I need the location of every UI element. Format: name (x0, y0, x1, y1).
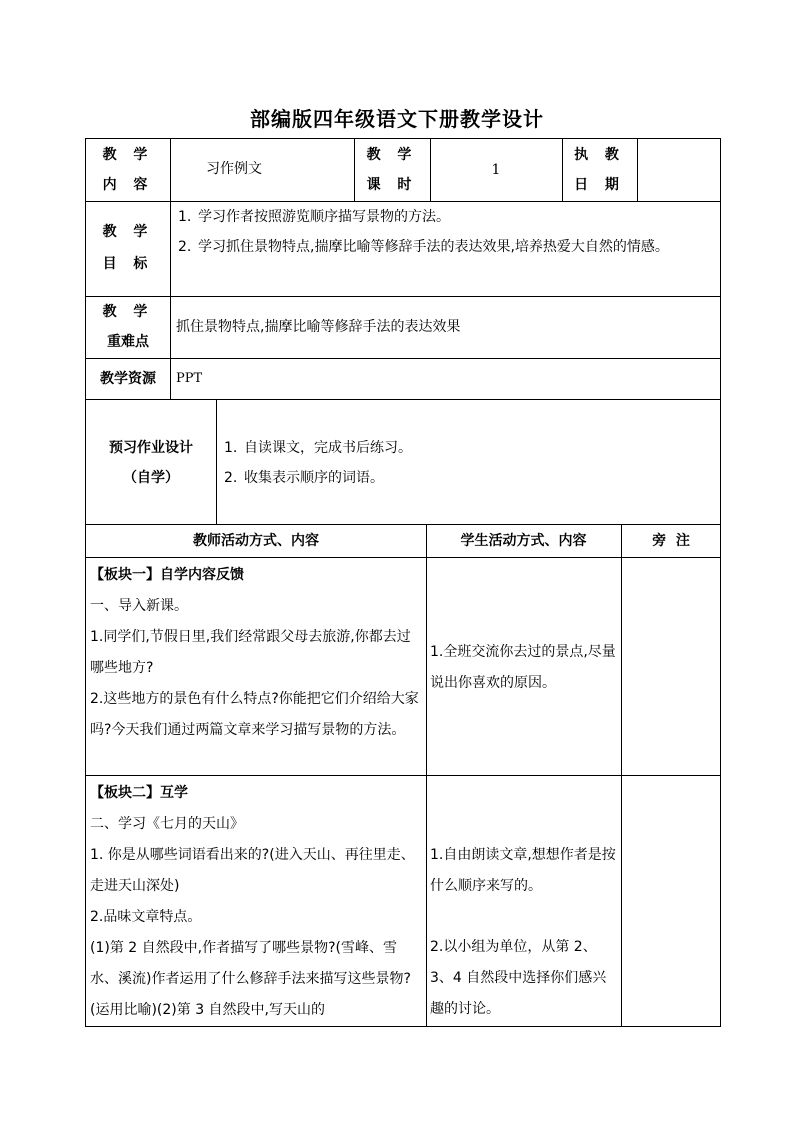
hours-label-line1: 教 学 (366, 147, 418, 163)
page-title: 部编版四年级语文下册教学设计 (250, 107, 544, 131)
block2-line: 二、学习《七月的天山》 (90, 816, 244, 832)
goals-list (174, 202, 718, 262)
preview-text: 收集表示顺序的词语。 (244, 470, 384, 486)
block2-line: (1)第 2 自然段中,作者描写了哪些景物?(雪峰、雪水、溪流)作者运用了什么修辞手法来描写这些景物?(运用比喻)(2)第 3 自然段中,写天山的 (90, 940, 411, 1018)
content-label (86, 139, 170, 201)
preview-label-line1: 预习作业设计 (109, 440, 193, 456)
preview-label-line2: （自学） (123, 470, 179, 486)
teacher-column-header: 教师活动方式、内容 (193, 533, 319, 549)
date-label (562, 139, 637, 201)
key-points-text: 抓住景物特点,揣摩比喻等修辞手法的表达效果 (176, 319, 461, 335)
block2-teacher (90, 778, 422, 1026)
key-points-label-line2: 重难点 (107, 334, 149, 350)
block2-line: 1. 你是从哪些词语看出来的?(进入天山、再往里走、走进天山深处) (90, 847, 415, 894)
goal-text: 学习抓住景物特点,揣摩比喻等修辞手法的表达效果,培养热爱大自然的情感。 (198, 239, 669, 255)
student-column-header: 学生活动方式、内容 (460, 533, 587, 549)
goals-label (86, 201, 170, 296)
goal-number: 2. (178, 239, 192, 255)
block1-line: 2.这些地方的景色有什么特点?你能把它们介绍给大家吗?今天我们通过两篇文章来学习描写景物的方法。 (90, 691, 419, 738)
resources-text: PPT (176, 371, 203, 386)
activities-table (85, 524, 721, 1027)
preview-number: 2. (224, 470, 238, 486)
block2-student-line: 1.自由朗读文章,想想作者是按什么顺序来写的。 (430, 847, 616, 894)
block2-heading: 【板块二】互学 (90, 785, 188, 801)
goal-number: 1. (178, 209, 192, 225)
hours-value: 1 (491, 162, 501, 178)
preview-list (220, 433, 716, 493)
hours-label (354, 139, 430, 201)
date-label-line2: 日 期 (574, 177, 625, 193)
goal-text: 学习作者按照游览顺序描写景物的方法。 (198, 209, 450, 225)
notes-column-header: 旁 注 (652, 533, 690, 549)
block2-line: 2.品味文章特点。 (90, 909, 202, 925)
block2-student-1 (430, 840, 618, 902)
key-points-label (86, 296, 170, 358)
goals-label-line2: 目 标 (102, 256, 154, 272)
block2-student-2 (430, 932, 618, 1025)
block1-line: 1.同学们,节假日里,我们经常跟父母去旅游,你都去过哪些地方? (90, 629, 411, 676)
block1-teacher (90, 560, 422, 746)
resources-label: 教学资源 (100, 371, 156, 387)
preview-text: 自读课文，完成书后练习。 (244, 440, 412, 456)
lesson-info-table (85, 138, 721, 525)
hours-label-line2: 课 时 (366, 177, 418, 193)
goals-label-line1: 教 学 (102, 224, 154, 240)
preview-item (220, 433, 716, 463)
key-points-label-line1: 教 学 (102, 304, 154, 320)
preview-label (86, 433, 216, 493)
content-value: 习作例文 (206, 161, 262, 177)
preview-item (220, 463, 716, 493)
content-label-line1: 教 学 (102, 147, 154, 163)
content-label-line2: 内 容 (102, 177, 154, 193)
goal-item (174, 232, 718, 262)
block1-line: 一、导入新课。 (90, 598, 188, 614)
date-label-line1: 执 教 (574, 147, 625, 163)
block1-heading: 【板块一】自学内容反馈 (90, 567, 244, 583)
goal-item (174, 202, 718, 232)
block2-student-line: 2.以小组为单位，从第 2、3、4 自然段中选择你们感兴趣的讨论。 (430, 939, 607, 1017)
block1-student (430, 637, 618, 699)
block1-student-line: 1.全班交流你去过的景点,尽量说出你喜欢的原因。 (430, 644, 616, 691)
preview-number: 1. (224, 440, 238, 456)
